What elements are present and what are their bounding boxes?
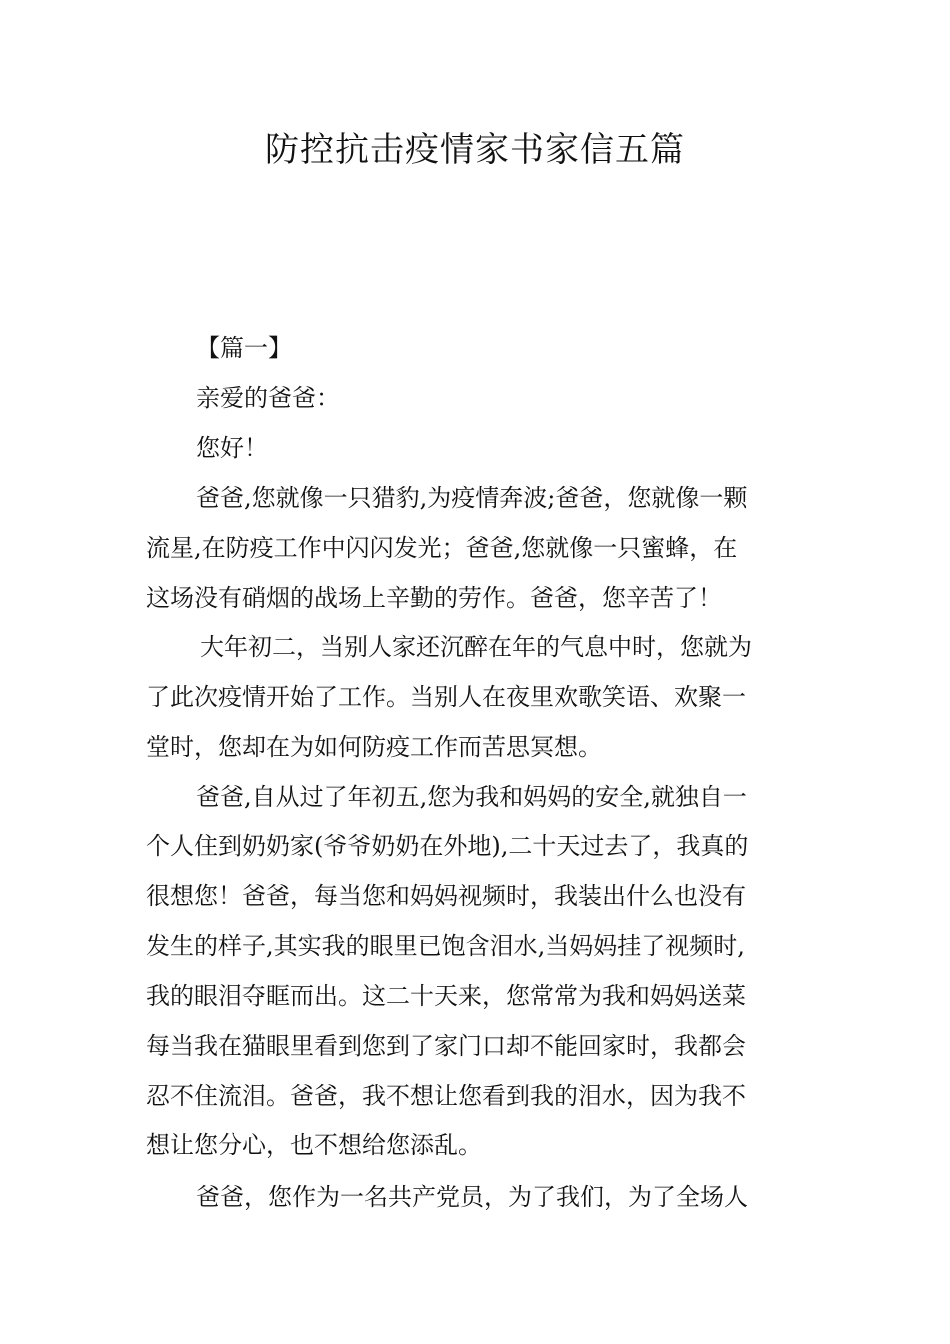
paragraph-1-line-2: 流星,在防疫工作中闪闪发光；爸爸,您就像一只蜜蜂，在 xyxy=(146,534,738,562)
paragraph-3-line-6: 每当我在猫眼里看到您到了家门口却不能回家时，我都会 xyxy=(146,1032,746,1060)
document-title: 防控抗击疫情家书家信五篇 xyxy=(265,130,685,170)
paragraph-1-line-1: 爸爸,您就像一只猎豹,为疫情奔波;爸爸，您就像一颗 xyxy=(196,484,748,512)
paragraph-2-line-1: 大年初二，当别人家还沉醉在年的气息中时，您就为 xyxy=(200,633,752,661)
paragraph-3-line-2: 个人住到奶奶家(爷爷奶奶在外地),二十天过去了，我真的 xyxy=(146,832,749,860)
letter-greeting: 您好！ xyxy=(196,434,268,462)
section-heading: 【篇一】 xyxy=(196,334,292,362)
paragraph-3-line-5: 我的眼泪夺眶而出。这二十天来，您常常为我和妈妈送菜 xyxy=(146,982,746,1010)
paragraph-3-line-3: 很想您！爸爸，每当您和妈妈视频时，我装出什么也没有 xyxy=(146,882,746,910)
paragraph-3-line-1: 爸爸,自从过了年初五,您为我和妈妈的安全,就独自一 xyxy=(196,783,747,811)
paragraph-3-line-7: 忍不住流泪。爸爸，我不想让您看到我的泪水，因为我不 xyxy=(146,1082,746,1110)
paragraph-4-line-1: 爸爸，您作为一名共产党员，为了我们，为了全场人 xyxy=(196,1183,748,1211)
letter-salutation: 亲爱的爸爸： xyxy=(196,384,340,412)
paragraph-3-line-4: 发生的样子,其实我的眼里已饱含泪水,当妈妈挂了视频时, xyxy=(146,932,745,960)
paragraph-2-line-2: 了此次疫情开始了工作。当别人在夜里欢歌笑语、欢聚一 xyxy=(146,683,746,711)
paragraph-2-line-3: 堂时，您却在为如何防疫工作而苦思冥想。 xyxy=(146,733,602,761)
paragraph-3-line-8: 想让您分心，也不想给您添乱。 xyxy=(146,1131,482,1159)
paragraph-1-line-3: 这场没有硝烟的战场上辛勤的劳作。爸爸，您辛苦了！ xyxy=(146,584,722,612)
